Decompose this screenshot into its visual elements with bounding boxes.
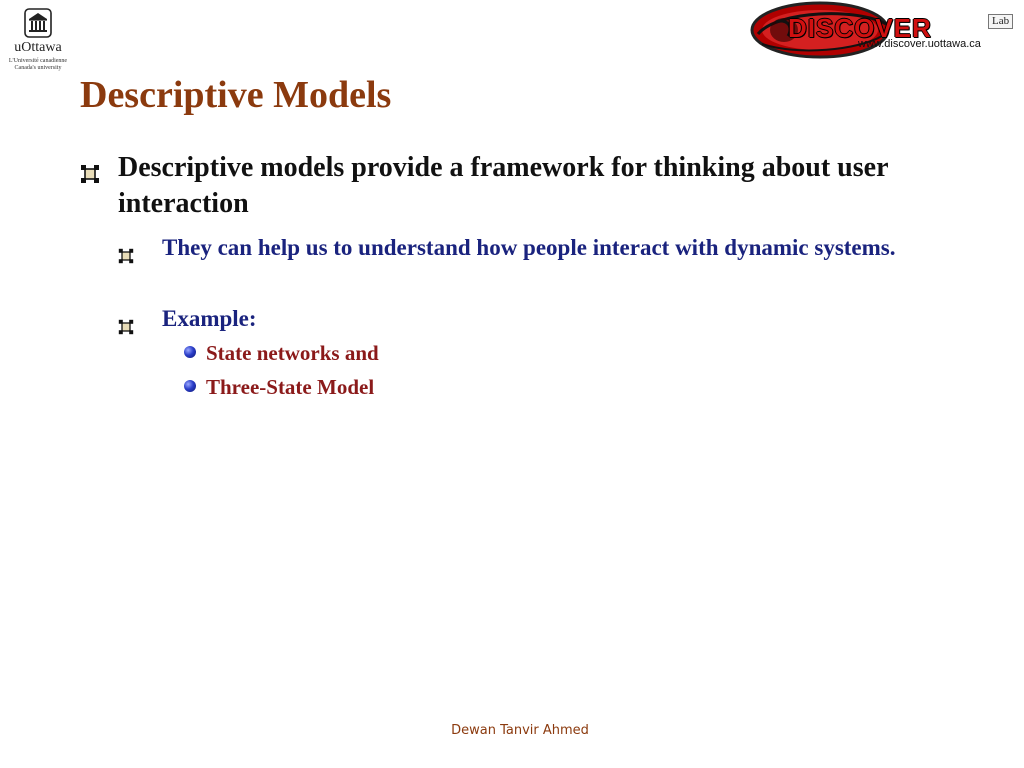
hash-square-bullet-icon [118, 241, 134, 272]
bullet-text: They can help us to understand how people interact with dynamic systems. [162, 235, 896, 260]
bullet-text: Descriptive models provide a framework for thinking about user interaction [118, 152, 888, 219]
uottawa-tagline-fr: L'Université canadienne [8, 58, 68, 64]
discover-wordmark: DISCOVER [788, 13, 932, 43]
discover-lab-badge: Lab [988, 14, 1013, 29]
bullet-level-2 [118, 232, 980, 263]
discover-lab-logo [748, 0, 1024, 64]
bullet-level-2 [118, 303, 980, 334]
hash-square-bullet-icon [118, 312, 134, 343]
slide-title: Descriptive Models [80, 74, 392, 116]
discover-url: www.discover.uottawa.ca [858, 38, 981, 50]
uottawa-tagline-en: Canada's university [14, 65, 62, 71]
footer-author: Dewan Tanvir Ahmed [451, 723, 589, 738]
bullet-text: Three-State Model [206, 375, 375, 399]
blue-sphere-bullet-icon [184, 380, 196, 392]
bullet-list [80, 150, 980, 404]
uottawa-logo [6, 8, 70, 72]
bullet-level-3 [162, 336, 980, 370]
bullet-level-1 [80, 150, 980, 222]
university-building-icon [24, 8, 52, 38]
bullet-text: State networks and [206, 341, 379, 365]
bullet-level-3 [162, 370, 980, 404]
blue-sphere-bullet-icon [184, 346, 196, 358]
uottawa-name: uOttawa [14, 40, 62, 55]
hash-square-bullet-icon [80, 158, 100, 194]
bullet-text: Example: [162, 306, 257, 331]
